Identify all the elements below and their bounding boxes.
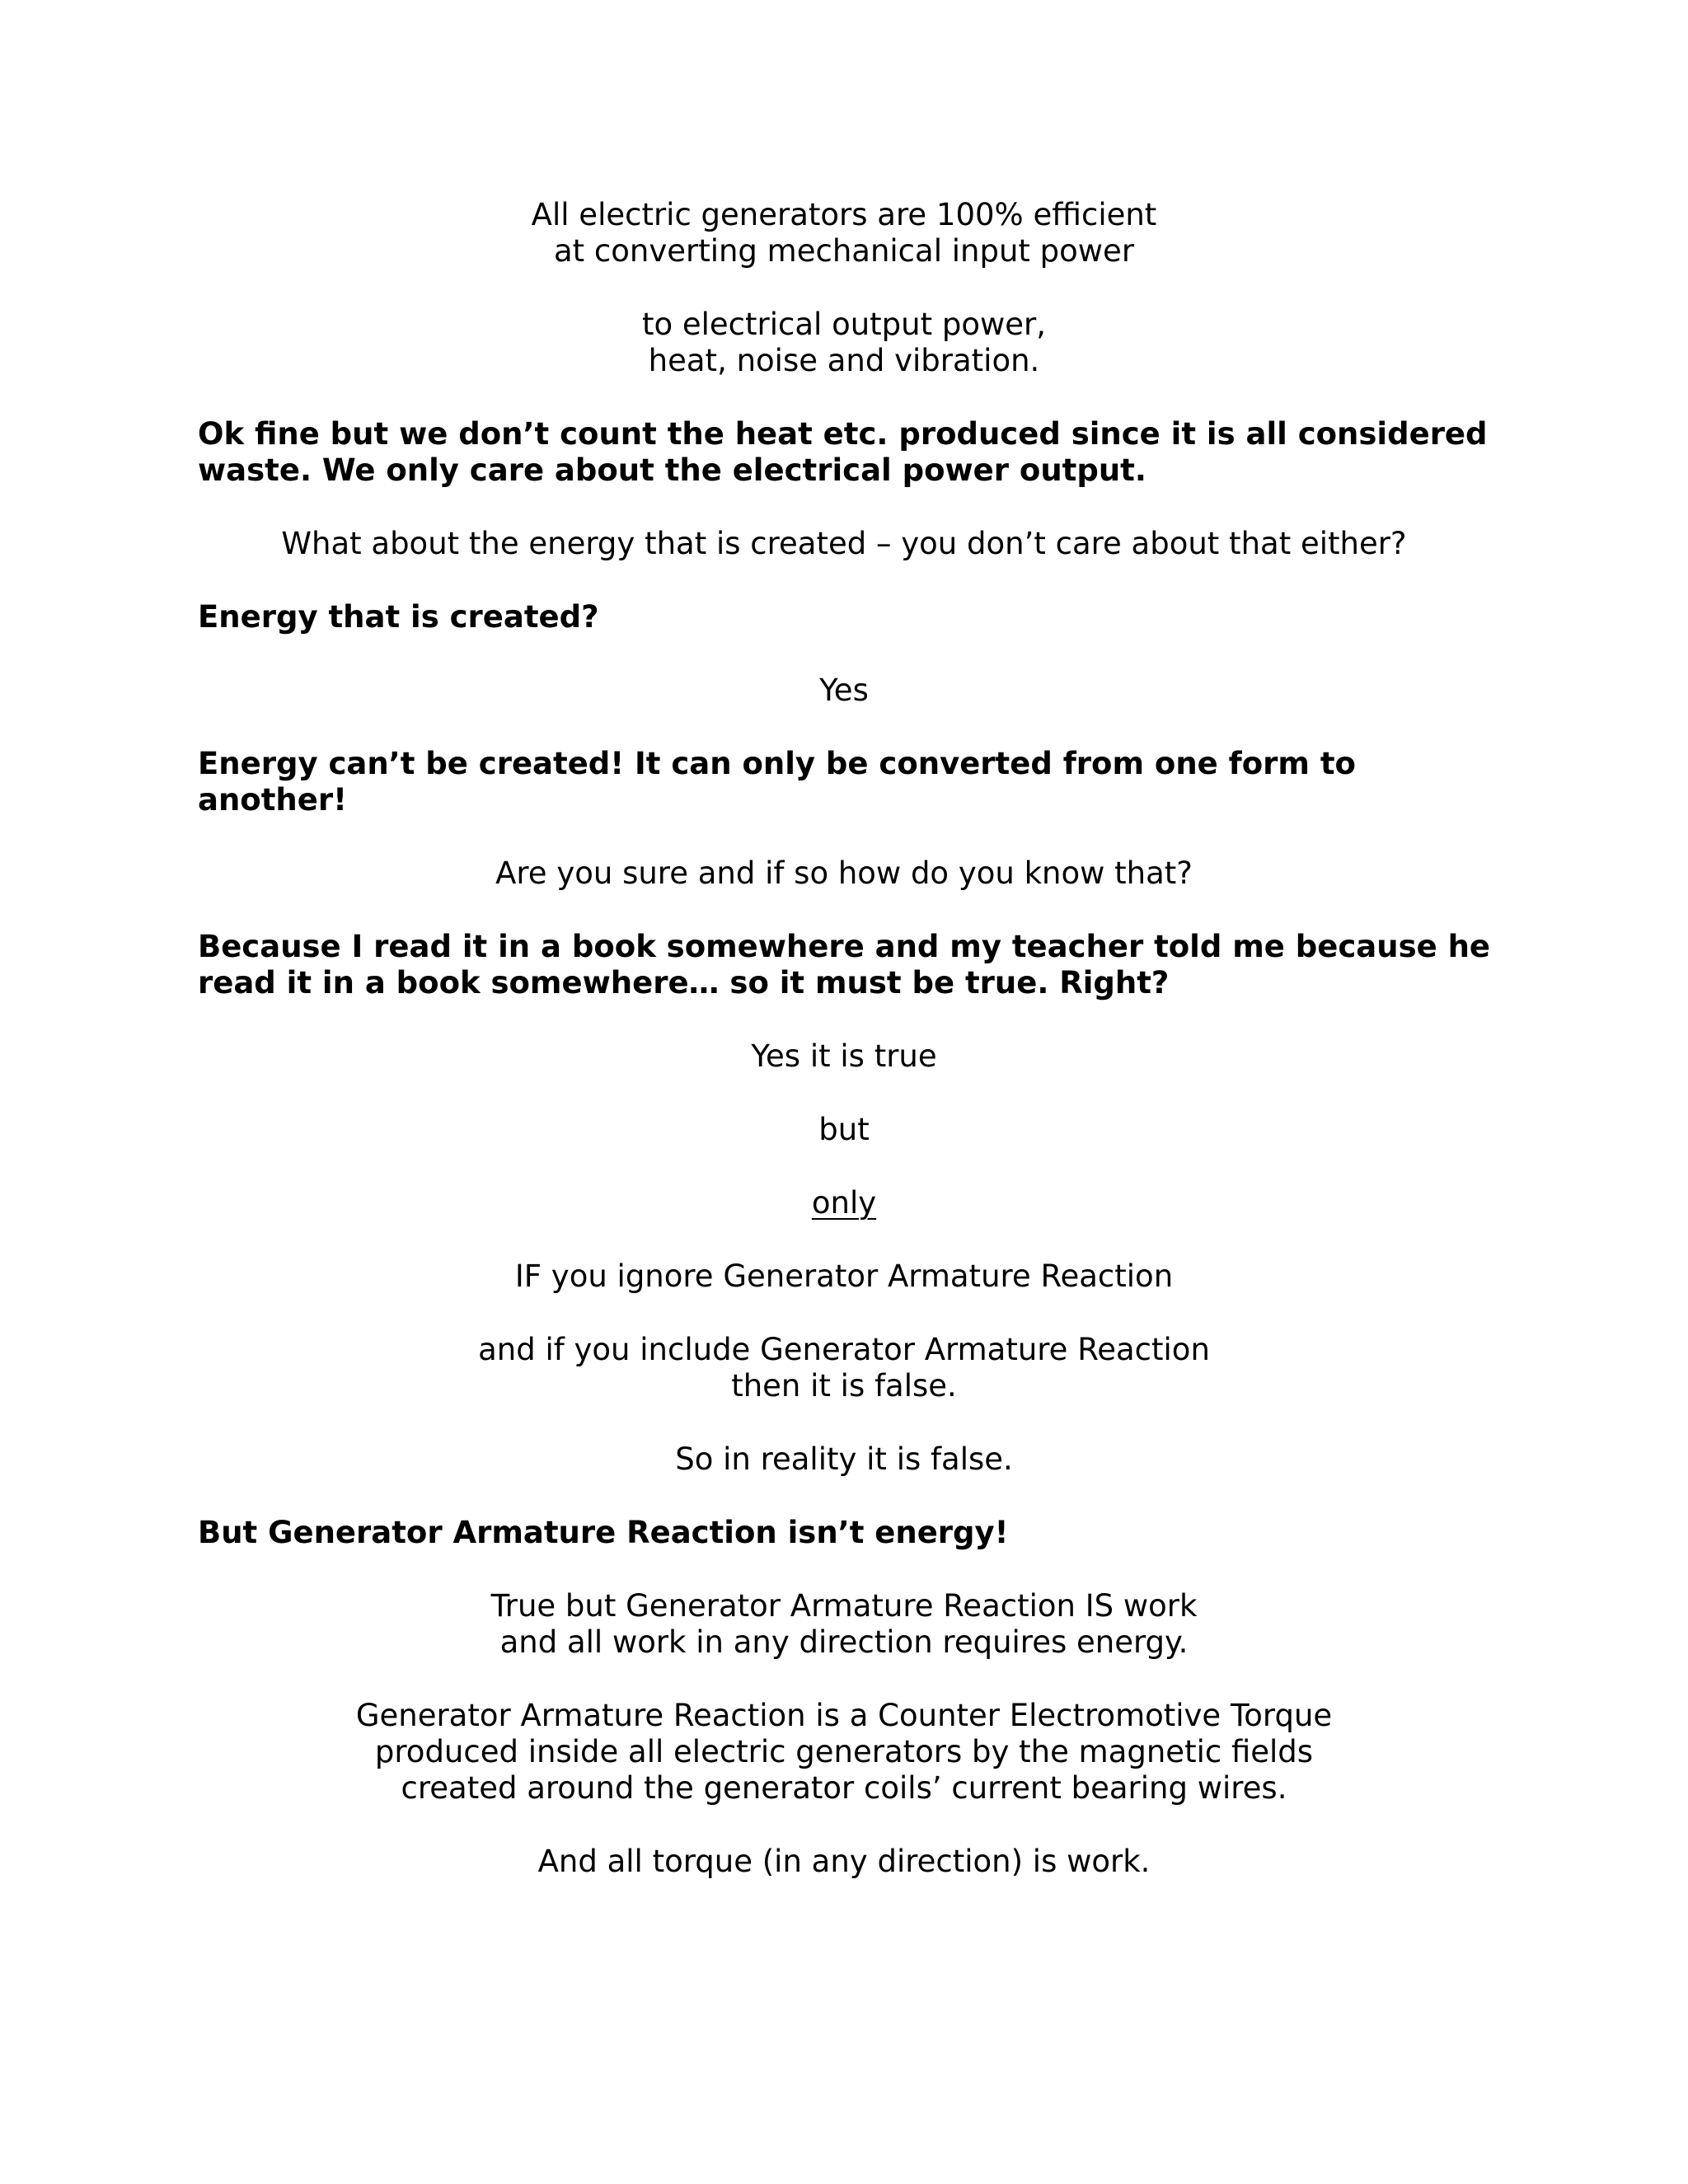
statement-line: True but Generator Armature Reaction IS work [490, 1588, 1198, 1624]
question-line: waste. We only care about the electrical power output. [198, 452, 1146, 488]
question-line: another! [198, 782, 347, 818]
statement-line: And all torque (in any direction) is work. [537, 1844, 1151, 1879]
statement-line: heat, noise and vibration. [648, 343, 1040, 378]
question-line: Energy can’t be created! It can only be converted from one form to [198, 746, 1356, 781]
statement-line: Are you sure and if so how do you know that? [495, 855, 1193, 891]
statement-line: created around the generator coils’ current bearing wires. [401, 1770, 1287, 1806]
statement-line: Yes it is true [751, 1038, 937, 1074]
statement-line: Yes [819, 673, 869, 708]
question-line: But Generator Armature Reaction isn’t energy! [198, 1515, 1009, 1550]
statement-line: produced inside all electric generators by the magnetic fields [374, 1734, 1314, 1769]
statement-line: What about the energy that is created – you don’t care about that either? [281, 526, 1407, 561]
statement-line: to electrical output power, [641, 307, 1047, 342]
question-line: read it in a book somewhere… so it must be true. Right? [198, 965, 1170, 1001]
statement-line: Generator Armature Reaction is a Counter Electromotive Torque [355, 1698, 1333, 1733]
question-line: Ok fine but we don’t count the heat etc. produced since it is all considered [198, 416, 1488, 452]
statement-line: and all work in any direction requires energy. [499, 1624, 1189, 1660]
statement-line: at converting mechanical input power [553, 233, 1135, 269]
statement-line: and if you include Generator Armature Reaction [478, 1332, 1210, 1367]
question-line: Because I read it in a book somewhere and my teacher told me because he [198, 929, 1491, 964]
question-line: Energy that is created? [198, 599, 599, 635]
statement-line: IF you ignore Generator Armature Reaction [514, 1258, 1174, 1294]
statement-line: All electric generators are 100% efficient [531, 197, 1157, 232]
statement-line: So in reality it is false. [675, 1441, 1013, 1477]
statement-line: but [818, 1112, 870, 1147]
underlined-line [0, 1185, 1688, 1221]
statement-line: then it is false. [731, 1368, 957, 1404]
underlined-word: only [811, 1185, 877, 1221]
